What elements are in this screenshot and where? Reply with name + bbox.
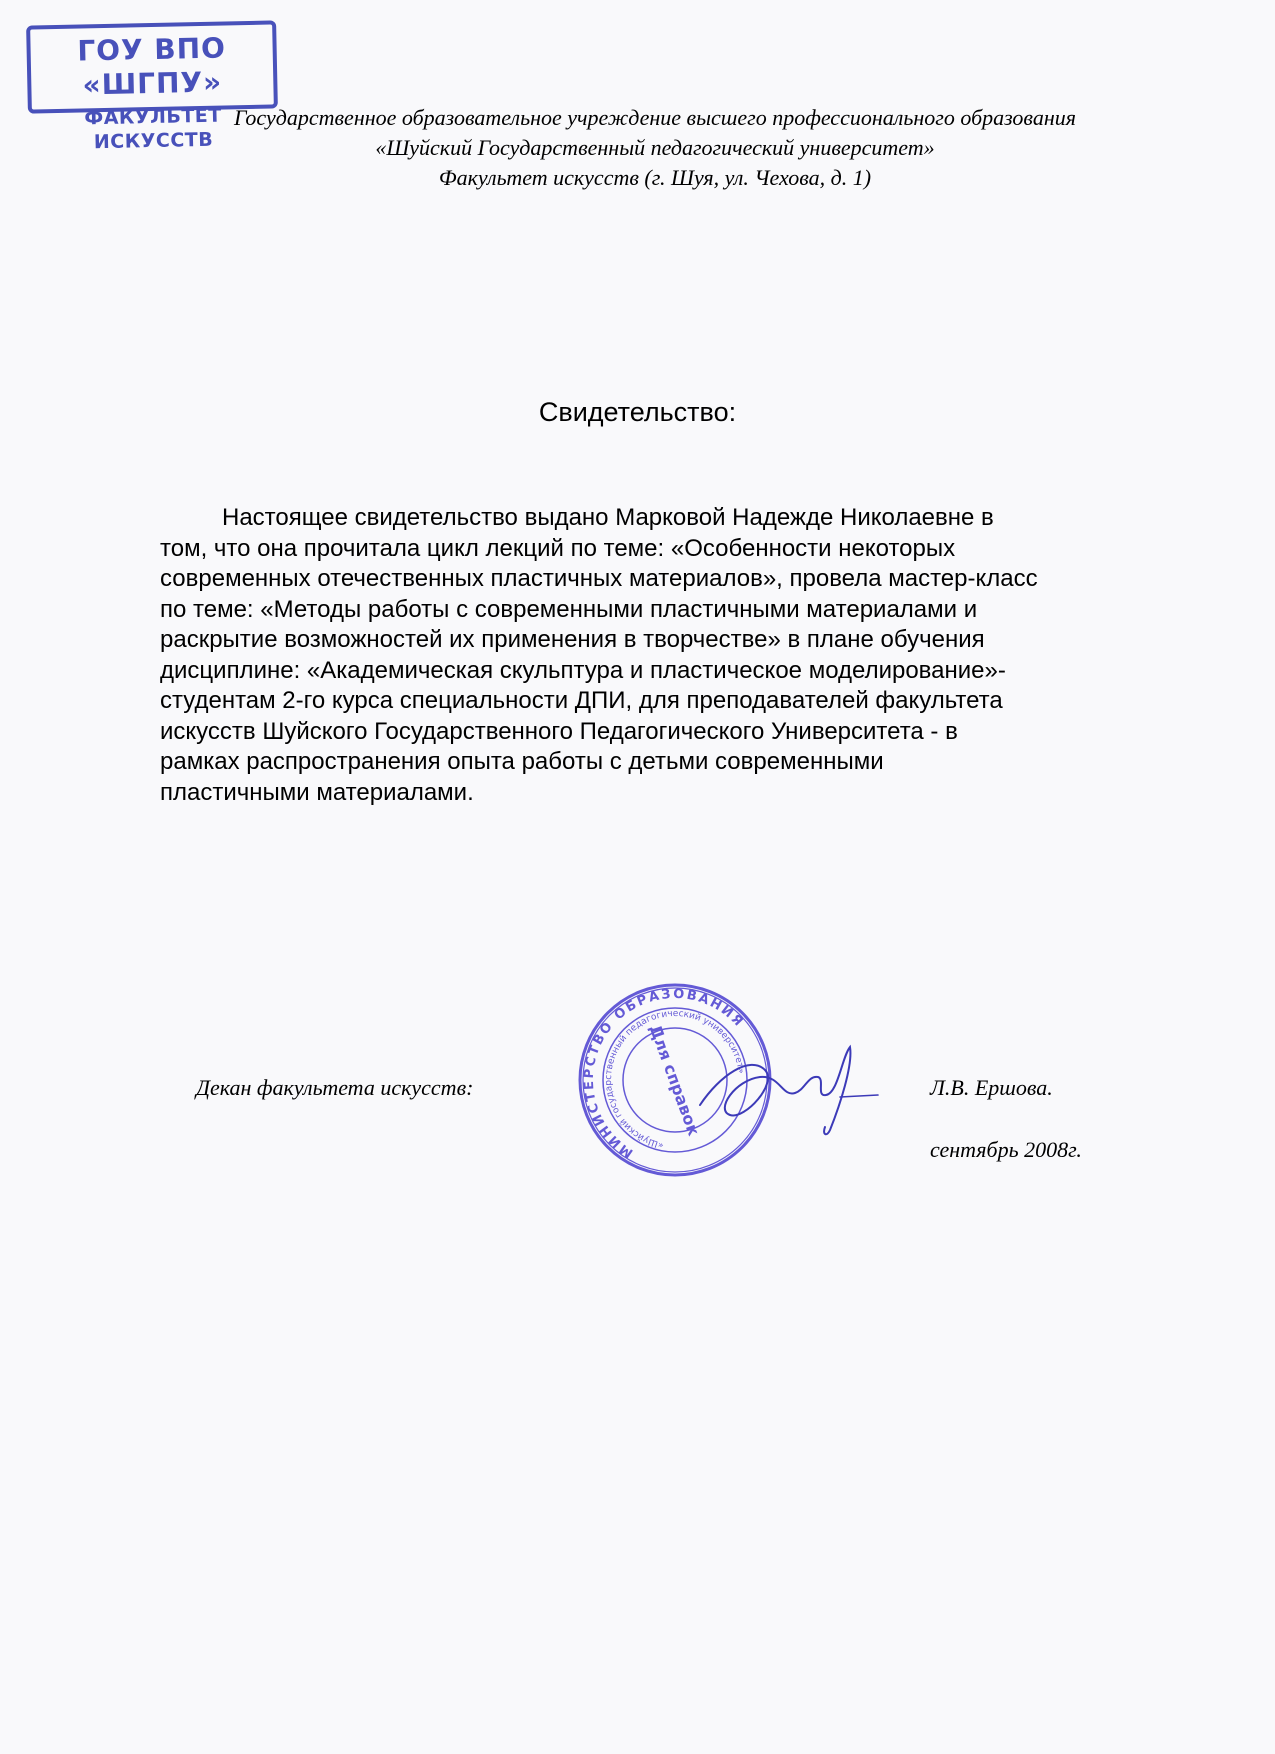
dean-signature-icon xyxy=(690,1035,880,1145)
seal-outer-text: МИНИСТЕРСТВО ОБРАЗОВАНИЯ xyxy=(581,986,747,1161)
dean-label: Декан факультета искусств: xyxy=(196,1075,474,1100)
document-title: Свидетельство: xyxy=(538,397,737,427)
header-university: «Шуйский Государственный педагогический университет» xyxy=(375,135,935,160)
document-date: сентябрь 2008г. xyxy=(930,1137,1082,1162)
header-faculty-address: Факультет искусств (г. Шуя, ул. Чехова, д. 1) xyxy=(438,165,872,190)
faculty-stamp-line2: ФАКУЛЬТЕТ ИСКУССТВ xyxy=(84,104,222,154)
header-institution: Государственное образовательное учреждение высшего профессионального образования xyxy=(234,105,1076,130)
document-header xyxy=(130,103,1180,193)
faculty-stamp-line1: ГОУ ВПО «ШГПУ» xyxy=(77,31,227,102)
body-line: по теме: «Методы работы с современными пластичными материалами и xyxy=(160,595,978,623)
seal-center-text: Для справок xyxy=(645,1022,704,1139)
body-line: искусств Шуйского Государственного Педагогического Университета - в xyxy=(160,717,958,745)
dean-name: Л.В. Ершова. xyxy=(930,1075,1053,1100)
body-line: Настоящее свидетельство выдано Марковой Надежде Николаевне в xyxy=(222,504,994,531)
body-line: пластичными материалами. xyxy=(160,778,474,806)
body-line: том, что она прочитала цикл лекций по теме: «Особенности некоторых xyxy=(160,534,956,562)
seal-inner-text: «Шуйский государственный педагогический университет» xyxy=(603,1008,746,1150)
certificate-body xyxy=(160,503,1120,808)
faculty-stamp xyxy=(26,20,278,154)
body-line: раскрытие возможностей их применения в творчестве» в плане обучения xyxy=(160,626,985,653)
body-line: рамках распространения опыта работы с детьми современными xyxy=(160,748,884,775)
body-line: современных отечественных пластичных материалов», провела мастер-класс xyxy=(160,565,1038,592)
body-line: студентам 2-го курса специальности ДПИ, для преподавателей факультета xyxy=(160,687,1003,714)
body-line: дисциплине: «Академическая скульптура и пластическое моделирование»- xyxy=(160,656,1006,684)
